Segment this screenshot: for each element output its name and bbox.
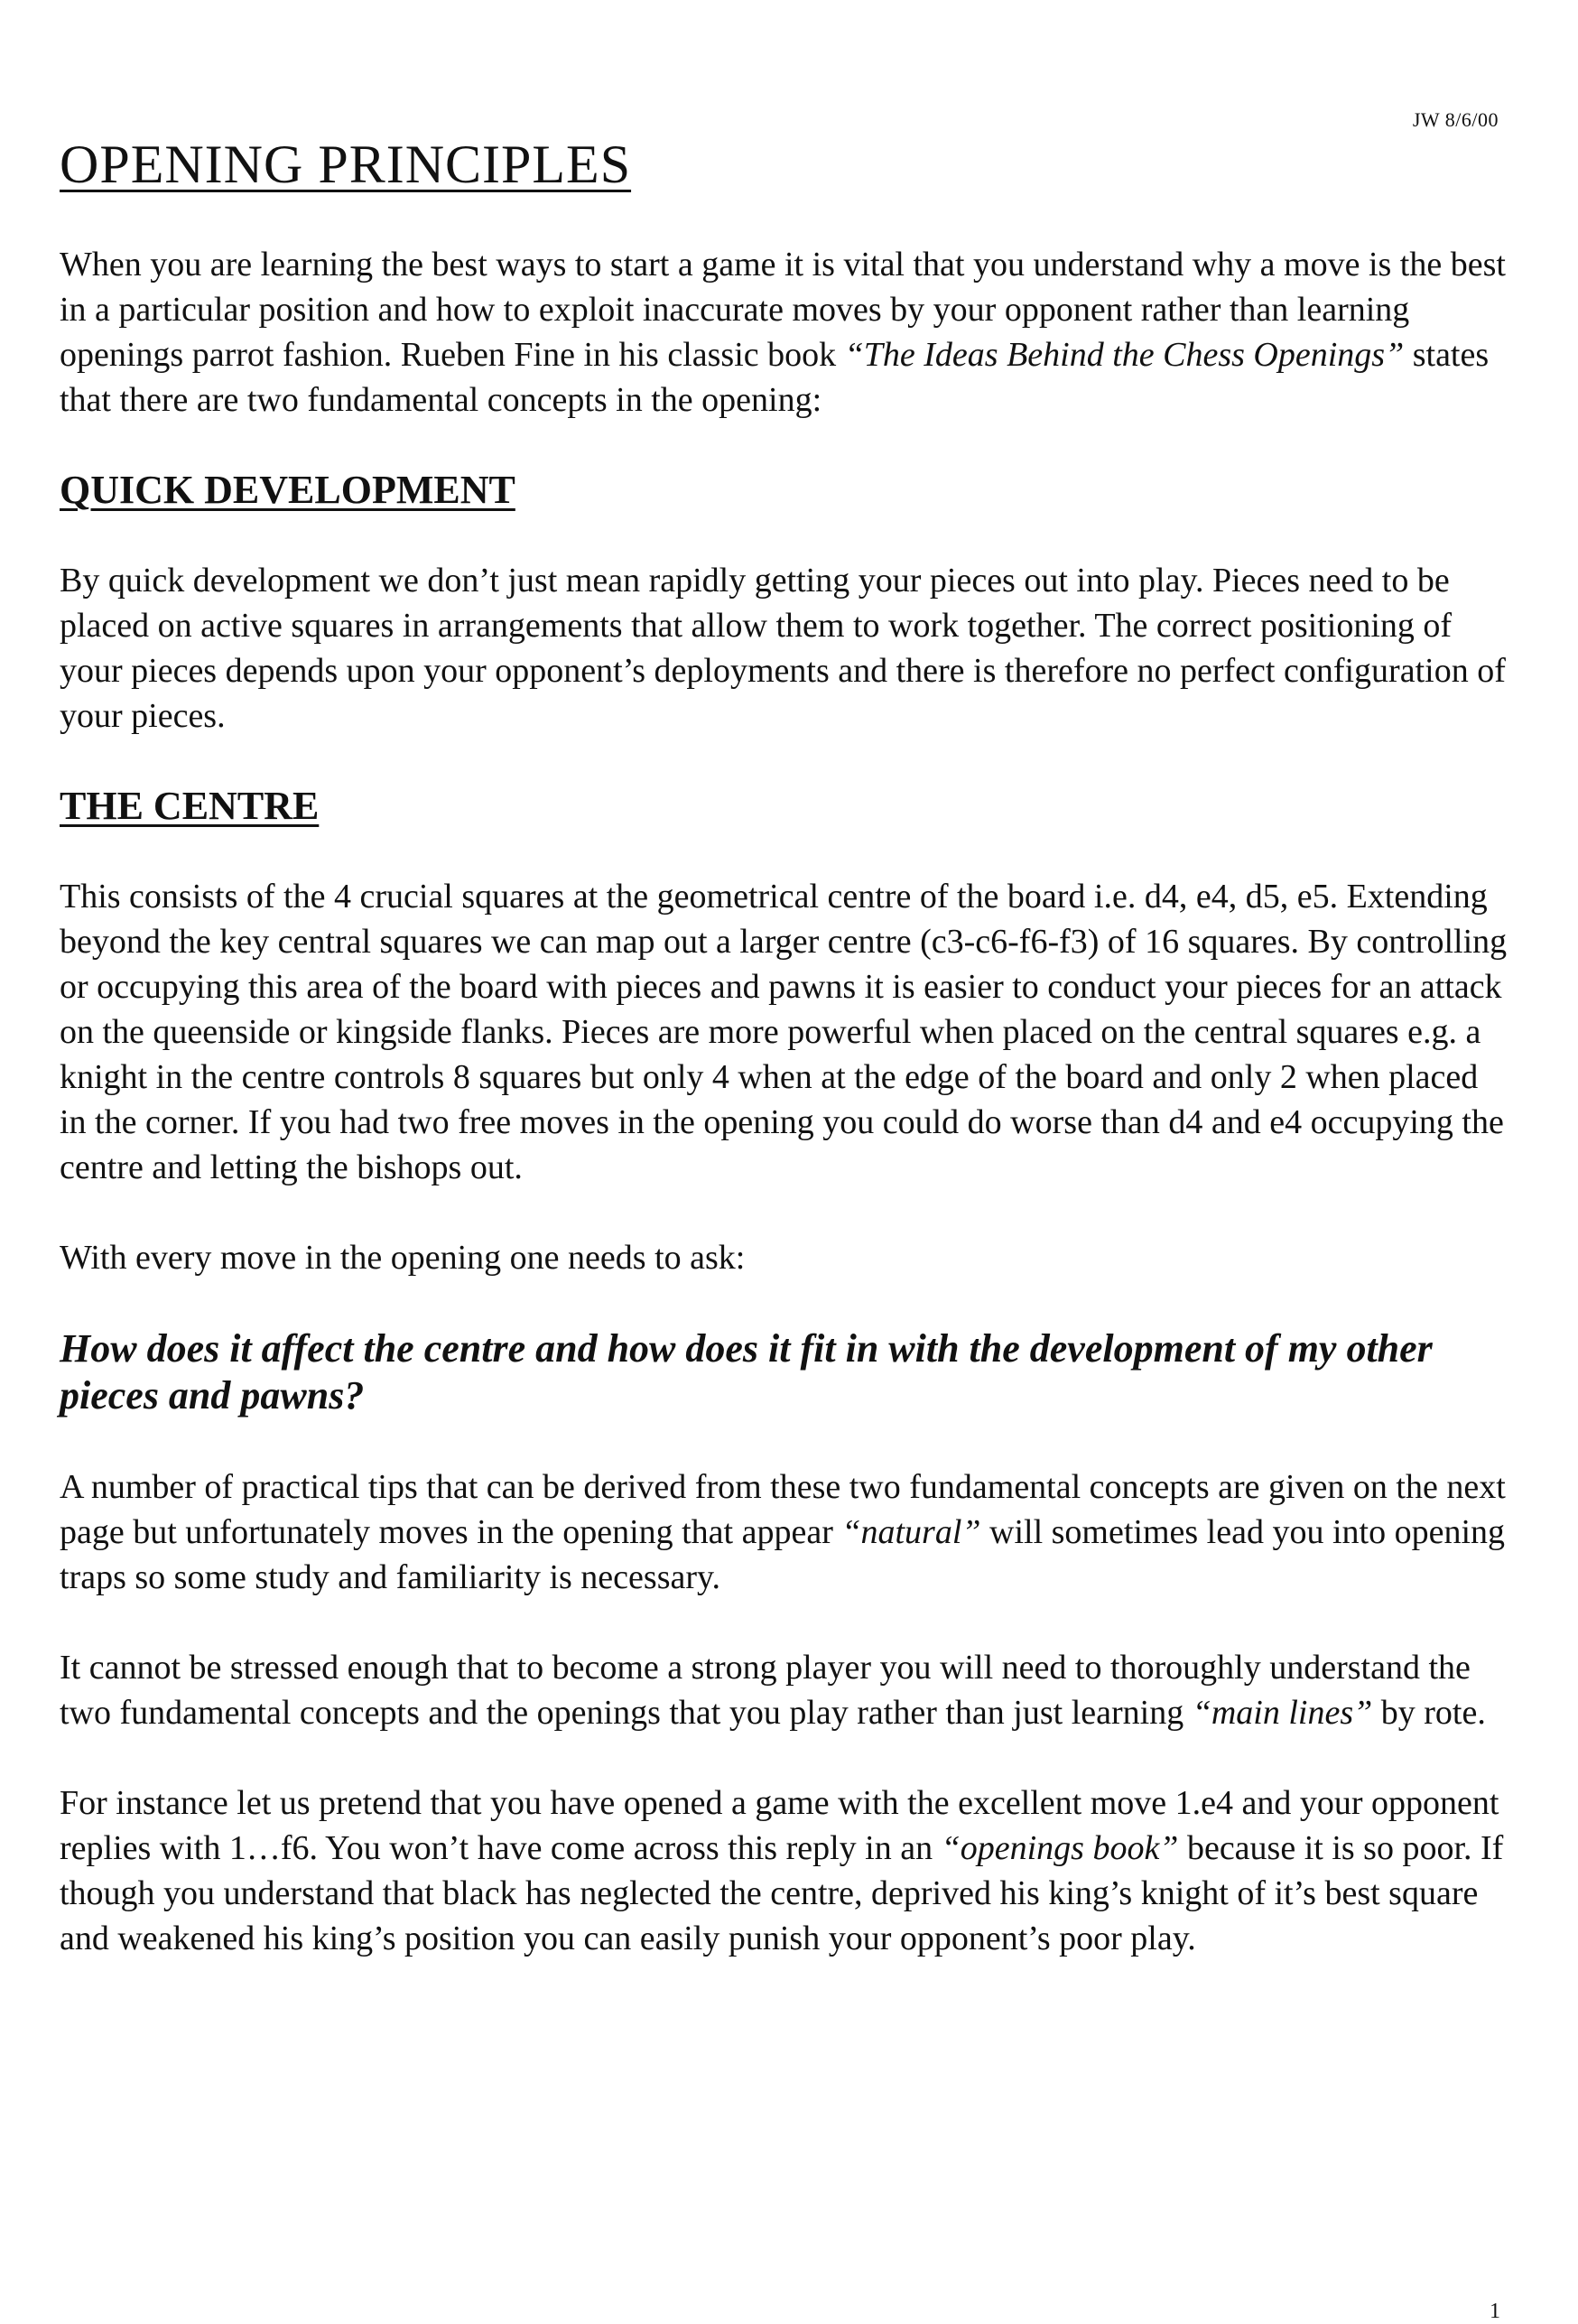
spacer: [60, 1735, 1513, 1780]
document-reference: JW 8/6/00: [1412, 108, 1499, 131]
page-number: 1: [1490, 2300, 1500, 2323]
stress-paragraph: [60, 1645, 1513, 1735]
page-title: OPENING PRINCIPLES: [60, 135, 632, 194]
spacer: [60, 513, 1513, 558]
tips-text-end: will sometimes lead you into opening traps so some study and familiarity is necessary.: [60, 1513, 1506, 1596]
openings-book-quote: “openings book”: [941, 1829, 1179, 1867]
example-text-end: because it is so poor. If though you understand that black has neglected the centre, deprived his king’s knight of it’s best square and weakened his king’s position you can easily punish your opponent’s poor play.: [60, 1829, 1504, 1957]
intro-text-end: states that there are two fundamental concepts in the opening:: [60, 336, 1490, 419]
spacer: [60, 1419, 1513, 1464]
document-body: [60, 242, 1513, 1961]
spacer: [60, 1600, 1513, 1645]
tips-paragraph: [60, 1464, 1513, 1600]
stress-text-start: It cannot be stressed enough that to become a strong player you will need to thoroughly understand the two fundamental concepts and the openings that you play rather than just learning: [60, 1649, 1471, 1732]
spacer: [60, 829, 1513, 874]
example-paragraph: [60, 1780, 1513, 1961]
example-text-start: For instance let us pretend that you have opened a game with the excellent move 1.e4 and your opponent replies with 1…f6. You won’t have come across this reply in an: [60, 1784, 1499, 1867]
stress-text-end: by rote.: [1372, 1694, 1486, 1732]
ask-paragraph: With every move in the opening one needs to ask:: [60, 1239, 746, 1277]
intro-text-start: When you are learning the best ways to start a game it is vital that you understand why a move is the best in a particular position and how to exploit inaccurate moves by your opponent rather than learning openings parrot fashion. Rueben Fine in his classic book: [60, 246, 1506, 374]
spacer: [60, 423, 1513, 468]
spacer: [60, 739, 1513, 784]
quick-development-heading: QUICK DEVELOPMENT: [60, 468, 515, 512]
tips-text-start: A number of practical tips that can be derived from these two fundamental concepts are given on the next page but unfortunately moves in the opening that appear: [60, 1468, 1506, 1551]
intro-paragraph: [60, 242, 1513, 423]
the-centre-paragraph: This consists of the 4 crucial squares at the geometrical centre of the board i.e. d4, e4, d5, e5. Extending beyond the key central squares we can map out a larger centre (c3-c6-f6-f3) of 16 squares. By controlling or occupying this area of the board with pieces and pawns it is easier to conduct your pieces for an attack on the queenside or kingside flanks. Pieces are more powerful when placed on the central squares e.g. a knight in the centre controls 8 squares but only 4 when at the edge of the board and only 2 when placed in the corner. If you had two free moves in the opening you could do worse than d4 and e4 occupying the centre and letting the bishops out.: [60, 878, 1508, 1186]
book-title: “The Ideas Behind the Chess Openings”: [844, 336, 1405, 374]
spacer: [60, 1190, 1513, 1235]
natural-quote: “natural”: [841, 1513, 981, 1551]
key-question: How does it affect the centre and how does it fit in with the development of my other pieces and pawns?: [60, 1326, 1433, 1418]
spacer: [60, 1280, 1513, 1325]
main-lines-quote: “main lines”: [1192, 1694, 1373, 1732]
quick-development-paragraph: By quick development we don’t just mean rapidly getting your pieces out into play. Pieces need to be placed on active squares in arrangements that allow them to work together. The correct positioning of your pieces depends upon your opponent’s deployments and there is therefore no perfect configuration of your pieces.: [60, 562, 1506, 735]
the-centre-heading: THE CENTRE: [60, 784, 320, 828]
